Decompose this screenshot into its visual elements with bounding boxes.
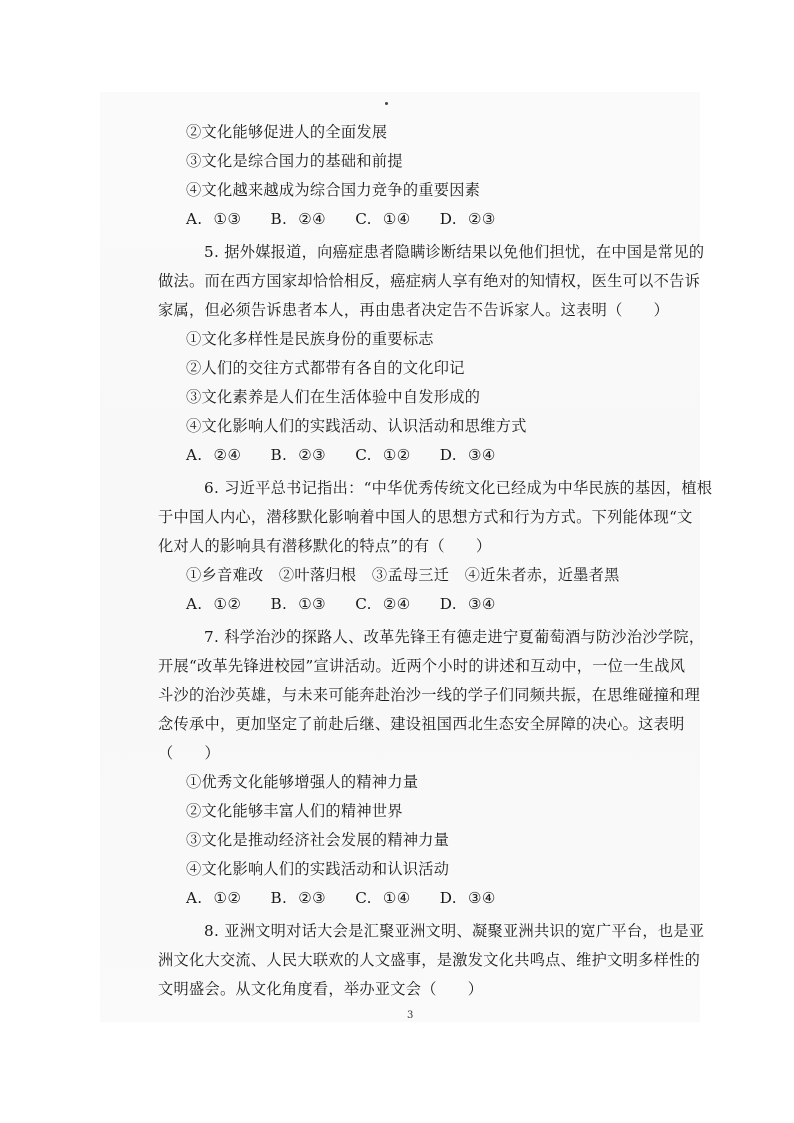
answer-d: D. ③④ [439,446,496,464]
option-line: ②人们的交往方式都带有各自的文化印记 [186,359,465,377]
question-6 [158,474,713,619]
option-line: ④文化影响人们的实践活动和认识活动 [186,860,450,878]
question-stem-line: 念传承中，更加坚定了前赴后继、建设祖国西北生态安全屏障的决心。这表明 [158,715,685,733]
answer-d: D. ②③ [439,210,496,228]
answer-b: B. ②③ [270,889,327,907]
option-line: ①文化多样性是民族身份的重要标志 [186,330,434,348]
option-line: ④文化影响人们的实践活动、认识活动和思维方式 [186,417,527,435]
answer-d: D. ③④ [439,595,496,613]
question-8 [158,917,706,1004]
answer-c: C. ②④ [355,595,411,613]
page-number: 3 [407,1010,414,1021]
scan-dot [385,102,388,105]
question-stem-line: 7. 科学治沙的探路人、改革先锋王有德走进宁夏葡萄酒与防沙治沙学院， [204,628,705,646]
answer-d: D. ③④ [439,889,496,907]
answer-choices [186,590,706,619]
question-5 [158,238,706,470]
question-stem-line: （ ） [158,744,220,762]
option-line: ④文化越来越成为综合国力竞争的重要因素 [186,181,481,199]
question-stem-line: 于中国人内心，潜移默化影响着中国人的思想方式和行为方式。下列能体现“文 [158,508,693,526]
question-stem-line: 6. 习近平总书记指出：“中华优秀传统文化已经成为中华民族的基因，植根 [204,479,713,497]
answer-a: A. ①② [186,889,242,907]
answer-c: C. ①② [355,446,411,464]
answer-b: B. ②④ [270,210,327,228]
question-7 [158,623,706,913]
answer-choices [186,441,706,470]
question-stem-line: 化对人的影响具有潜移默化的特点”的有（ ） [158,537,492,555]
options-inline: ①乡音难改 ②叶落归根 ③孟母三迁 ④近朱者赤，近墨者黑 [186,566,620,584]
answer-a: A. ①③ [186,210,242,228]
question-stem-line: 斗沙的治沙英雄，与未来可能奔赴治沙一线的学子们同频共振，在思维碰撞和理 [158,686,701,704]
answer-a: A. ①② [186,595,242,613]
option-line: ③文化素养是人们在生活体验中自发形成的 [186,388,481,406]
option-line: ②文化能够促进人的全面发展 [186,123,388,141]
exam-content [158,118,713,1004]
option-line: ③文化是推动经济社会发展的精神力量 [186,831,450,849]
answer-c: C. ①④ [355,889,411,907]
question-4-tail [186,118,706,234]
answer-a: A. ②④ [186,446,242,464]
question-stem-line: 家属，但必须告诉患者本人，再由患者决定告不告诉家人。这表明（ ） [158,301,670,319]
answer-b: B. ②③ [270,446,327,464]
answer-choices [186,205,706,234]
question-stem-line: 做法。而在西方国家却恰恰相反，癌症病人享有绝对的知情权，医生可以不告诉 [158,272,701,290]
option-line: ①优秀文化能够增强人的精神力量 [186,773,419,791]
option-line: ②文化能够丰富人们的精神世界 [186,802,403,820]
question-stem-line: 文明盛会。从文化角度看，举办亚文会（ ） [158,980,484,998]
option-line: ③文化是综合国力的基础和前提 [186,152,403,170]
question-stem-line: 5. 据外媒报道，向癌症患者隐瞒诊断结果以免他们担忧，在中国是常见的 [204,243,705,261]
question-stem-line: 开展“改革先锋进校园”宣讲活动。近两个小时的讲述和互动中，一位一生战风 [158,657,686,675]
answer-choices [186,884,706,913]
answer-b: B. ①③ [270,595,327,613]
answer-c: C. ①④ [355,210,411,228]
question-stem-line: 8. 亚洲文明对话大会是汇聚亚洲文明、凝聚亚洲共识的宽广平台，也是亚 [204,922,705,940]
question-stem-line: 洲文化大交流、人民大联欢的人文盛事，是激发文化共鸣点、维护文明多样性的 [158,951,701,969]
